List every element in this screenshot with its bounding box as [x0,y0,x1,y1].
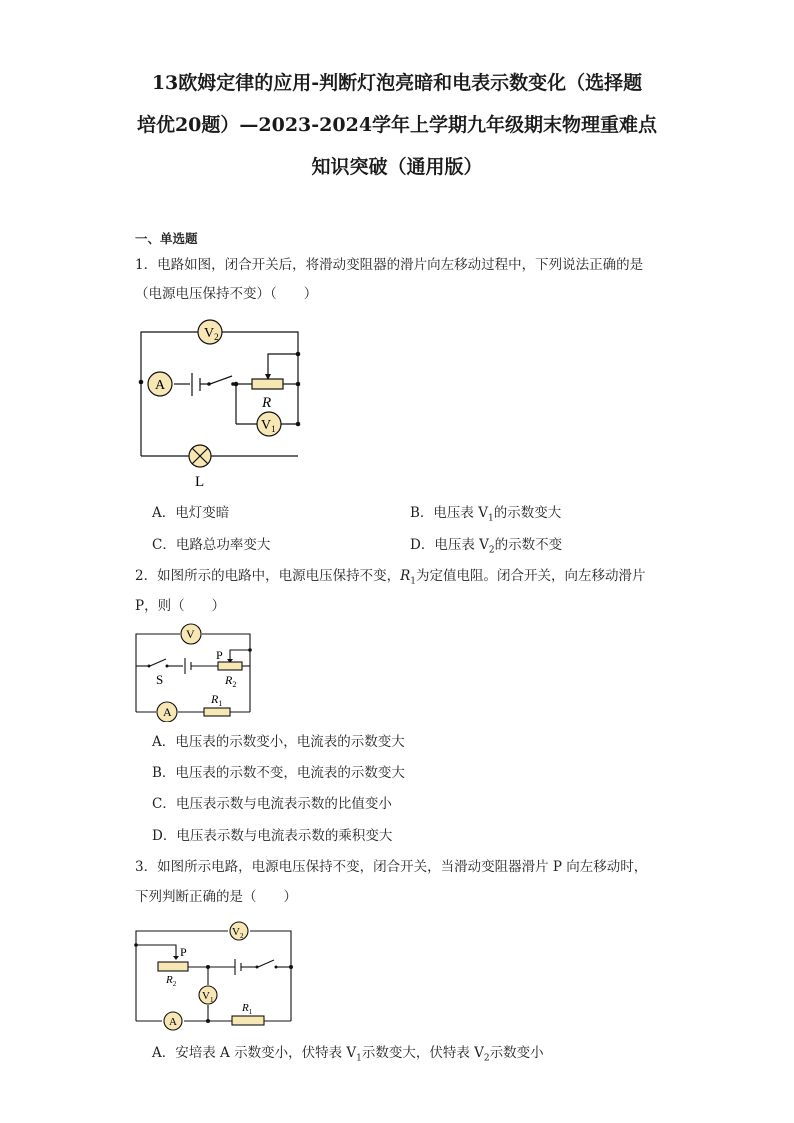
q3-ammeter-label: A [169,1016,177,1028]
q1-ammeter-label: A [155,378,166,393]
q2-option-b: B．电压表的示数不变，电流表的示数变大 [152,765,405,781]
section-heading: 一、单选题 [135,231,198,246]
q1-circuit-diagram [130,318,320,498]
q2-voltmeter-label: V [186,627,195,641]
q1-v1-label: $V_1$ [261,418,276,434]
q3-stem-line2: 下列判断正确的是（ ） [135,889,297,905]
q2-stem-line2: P，则（ ） [135,598,226,614]
title-line-3: 知识突破（通用版） [311,156,483,178]
q1-option-a: A．电灯变暗 [152,505,230,521]
q3-v2-label: $V_2$ [232,926,244,940]
q2-option-a: A．电压表的示数变小，电流表的示数变大 [152,734,405,750]
q2-slider-label: P [216,648,223,662]
q1-v2-label: $V_2$ [204,326,219,342]
q1-option-d: D．电压表 $V_2$的示数不变 [410,537,563,556]
q3-r2-label: $R_2$ [166,974,177,988]
q1-resistor-label: R [262,395,272,411]
page-title [60,62,734,188]
q1-option-b: B．电压表 $V_1$的示数变大 [410,505,562,524]
q1-option-c: C．电路总功率变大 [152,537,271,553]
q3-option-a: A．安培表 A 示数变小，伏特表 $V_1$示数变大，伏特表 $V_2$示数变小 [152,1045,544,1064]
q2-option-d: D．电压表示数与电流表示数的乘积变大 [152,828,393,844]
q3-stem-line1: 3．如图所示电路，电源电压保持不变，闭合开关，当滑动变阻器滑片 P 向左移动时， [135,859,648,875]
q1-lamp-label: L [195,474,205,490]
q2-stem-line1: 2．如图所示的电路中，电源电压保持不变，$R_1$为定值电阻。闭合开关，向左移动滑片 [135,568,646,587]
q2-switch-label: S [156,672,164,687]
q2-ammeter-label: A [163,705,172,719]
q2-option-c: C．电压表示数与电流表示数的比值变小 [152,796,392,812]
q3-v1-label: $V_1$ [202,990,214,1004]
q2-circuit-diagram [128,622,258,722]
title-line-2: 培优20题）—2023-2024学年上学期九年级期末物理重难点 [136,114,658,136]
q3-circuit-diagram [128,915,303,1035]
q1-stem-line1: 1．电路如图，闭合开关后，将滑动变阻器的滑片向左移动过程中，下列说法正确的是 [135,257,644,273]
q3-r1-label: $R_1$ [242,1002,253,1016]
title-line-1: 13欧姆定律的应用-判断灯泡亮暗和电表示数变化（选择题 [151,72,643,94]
q3-slider-label: P [180,945,187,959]
q1-stem-line2: （电源电压保持不变）（ ） [135,286,318,302]
q2-r1-label: $R_1$ [211,692,223,708]
q2-r2-label: $R_2$ [225,673,237,689]
